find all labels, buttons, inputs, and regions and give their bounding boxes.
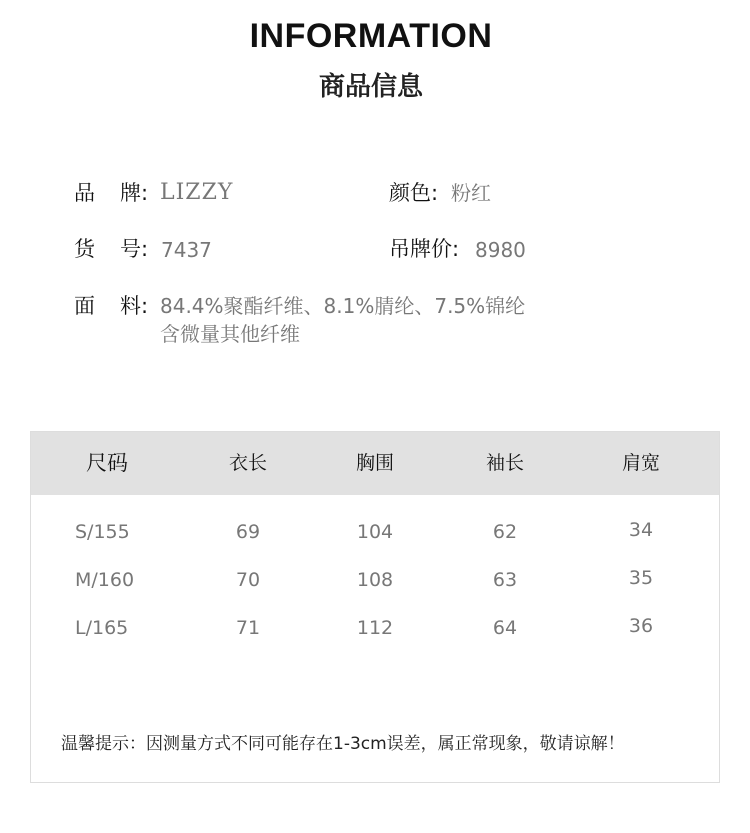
chest-cell: 108	[356, 569, 394, 591]
chest-cell: 104	[356, 521, 394, 543]
size-table-header	[31, 432, 719, 495]
length-cell: 70	[235, 569, 261, 591]
page-title-english: INFORMATION	[249, 17, 493, 55]
column-header-size: 尺码	[86, 451, 128, 475]
shoulder-cell: 36	[628, 615, 654, 637]
column-header-sleeve: 袖长	[485, 452, 524, 474]
column-header-chest: 胸围	[355, 452, 394, 474]
size-table	[30, 431, 720, 783]
fabric-label-second-char: 料:	[120, 294, 149, 318]
sleeve-cell: 63	[492, 569, 518, 591]
brand-label-first-char: 品	[74, 181, 95, 205]
measurement-tip: 温馨提示：因测量方式不同可能存在1-3cm误差，属正常现象，敬请谅解！	[61, 734, 625, 754]
length-cell: 69	[235, 521, 261, 543]
tag-price-label: 吊牌价:	[389, 237, 460, 261]
sleeve-cell: 62	[492, 521, 518, 543]
color-value: 粉红	[451, 181, 491, 205]
shoulder-cell: 35	[628, 567, 654, 589]
column-header-shoulder: 肩宽	[621, 452, 660, 474]
shoulder-cell: 34	[628, 519, 654, 541]
sleeve-cell: 64	[492, 617, 518, 639]
sku-value: 7437	[161, 238, 212, 262]
fabric-composition-line1: 84.4%聚酯纤维、8.1%腈纶、7.5%锦纶	[160, 294, 526, 318]
page-title-chinese: 商品信息	[318, 72, 423, 102]
sku-label-second-char: 号:	[120, 237, 149, 261]
size-cell: L/165	[75, 617, 129, 639]
size-cell: M/160	[75, 569, 135, 591]
fabric-composition-line2: 含微量其他纤维	[160, 322, 300, 346]
length-cell: 71	[235, 617, 261, 639]
brand-value: LIZZY	[160, 180, 234, 205]
brand-label-second-char: 牌:	[120, 181, 149, 205]
size-cell: S/155	[75, 521, 130, 543]
fabric-label-first-char: 面	[74, 294, 95, 318]
sku-label-first-char: 货	[74, 237, 95, 261]
color-label: 颜色:	[389, 181, 439, 205]
tag-price-value: 8980	[475, 238, 526, 262]
column-header-length: 衣长	[228, 452, 267, 474]
chest-cell: 112	[356, 617, 394, 639]
